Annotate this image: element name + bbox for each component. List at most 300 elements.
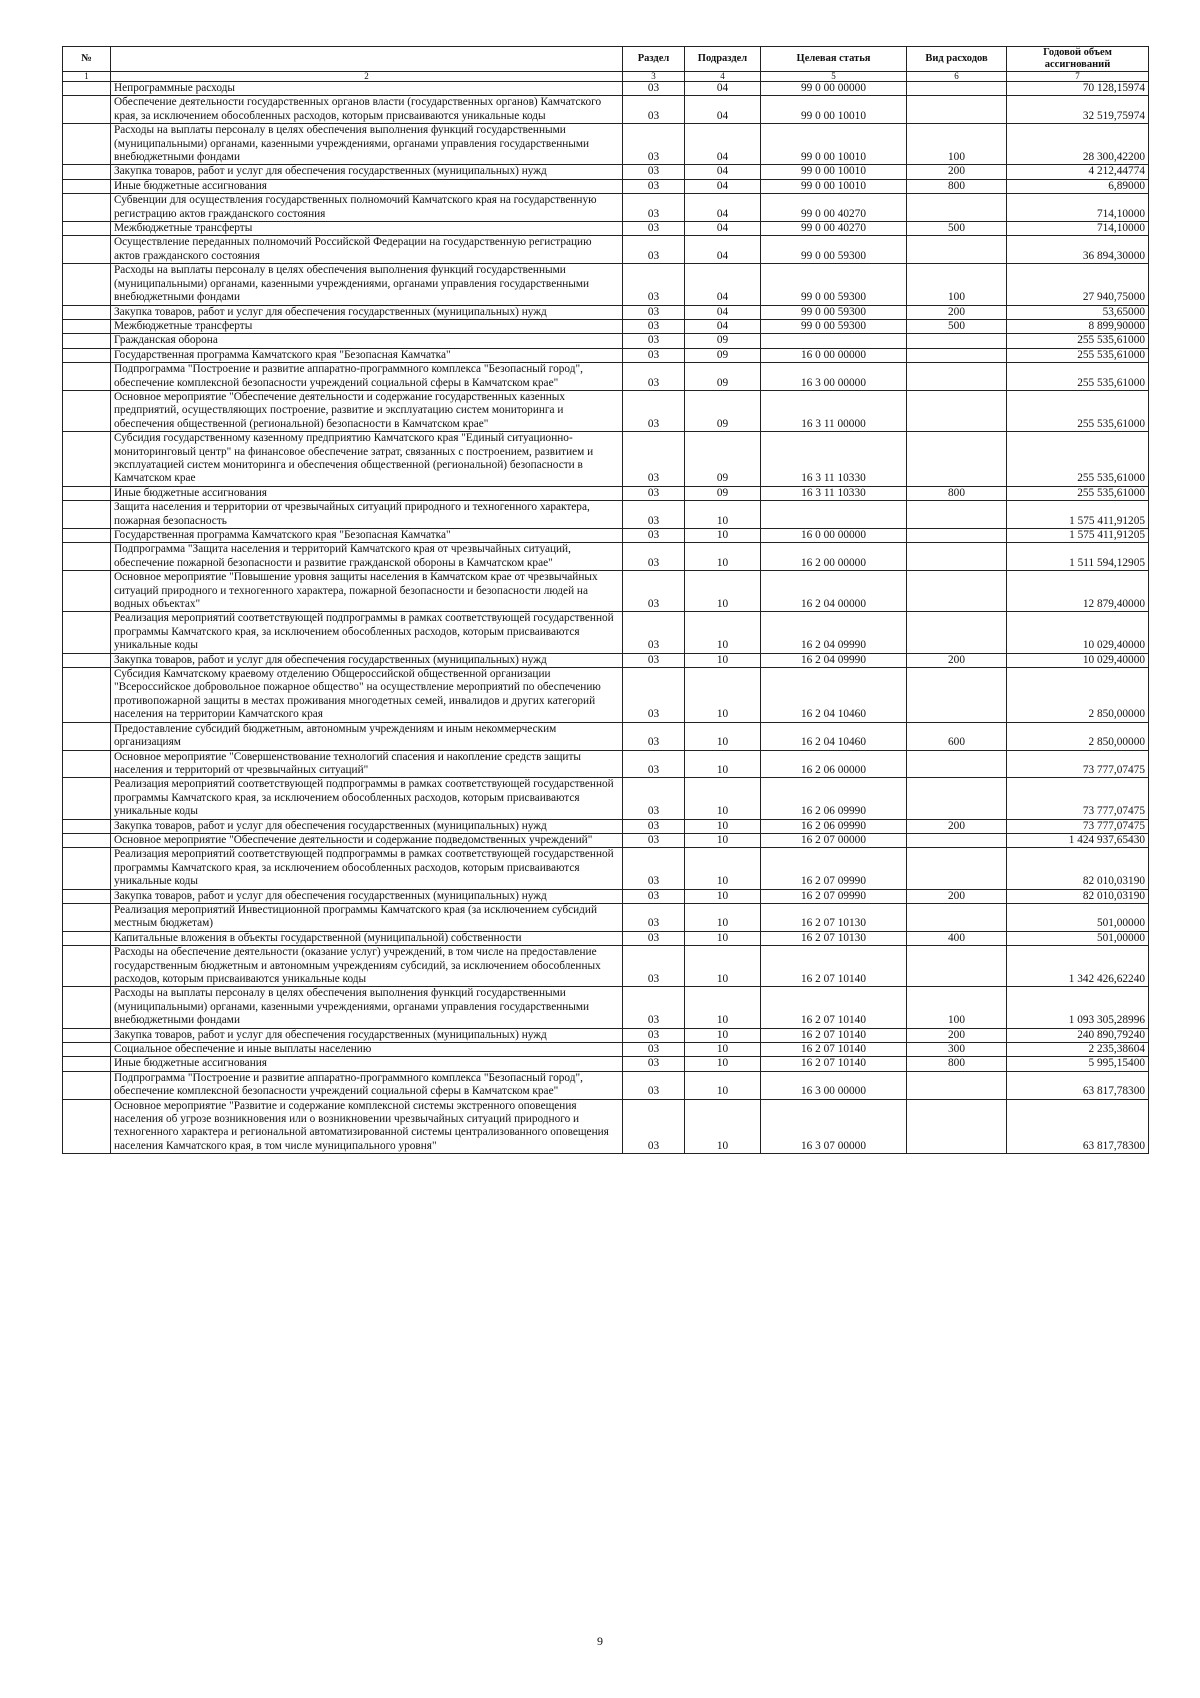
row-number-cell [63,931,111,945]
razdel-cell: 03 [623,833,685,847]
razdel-cell: 03 [623,1043,685,1057]
expense-type-cell: 200 [907,165,1007,179]
table-row [63,833,1149,847]
expense-name-cell: Расходы на выплаты персоналу в целях обеспечения выполнения функций государственными (муниципальными) органами, казенными учреждениями, органами управления государственными внебюджетными фондами [111,987,623,1028]
column-number: 2 [111,72,623,82]
target-article-cell: 16 2 07 10140 [761,1043,907,1057]
expense-name-cell: Государственная программа Камчатского края "Безопасная Камчатка" [111,529,623,543]
table-row [63,305,1149,319]
expense-name-cell: Иные бюджетные ассигнования [111,1057,623,1071]
row-number-cell [63,848,111,889]
target-article-cell [761,334,907,348]
podrazdel-cell: 04 [685,264,761,305]
razdel-cell: 03 [623,571,685,612]
annual-volume-cell: 82 010,03190 [1007,848,1149,889]
table-row [63,390,1149,431]
table-row [63,319,1149,333]
podrazdel-cell: 10 [685,501,761,529]
row-number-cell [63,612,111,653]
row-number-cell [63,987,111,1028]
razdel-cell: 03 [623,486,685,500]
podrazdel-cell: 10 [685,612,761,653]
row-number-cell [63,1028,111,1042]
expense-type-cell: 500 [907,319,1007,333]
expense-type-cell: 200 [907,305,1007,319]
podrazdel-cell: 10 [685,1099,761,1154]
annual-volume-cell: 10 029,40000 [1007,612,1149,653]
row-number-cell [63,571,111,612]
target-article-cell: 99 0 00 10010 [761,124,907,165]
table-row [63,543,1149,571]
expense-name-cell: Реализация мероприятий соответствующей подпрограммы в рамках соответствующей государственной программы Камчатского края, за исключением обособленных расходов, которым присваиваются уникальные коды [111,612,623,653]
annual-volume-cell: 73 777,07475 [1007,778,1149,819]
column-number: 4 [685,72,761,82]
row-number-cell [63,348,111,362]
row-number-cell [63,653,111,667]
annual-volume-cell: 5 995,15400 [1007,1057,1149,1071]
row-number-cell [63,194,111,222]
razdel-cell: 03 [623,946,685,987]
podrazdel-cell: 10 [685,946,761,987]
expense-type-cell: 200 [907,889,1007,903]
target-article-cell: 16 0 00 00000 [761,529,907,543]
podrazdel-cell: 04 [685,194,761,222]
razdel-cell: 03 [623,778,685,819]
target-article-cell: 99 0 00 40270 [761,222,907,236]
expense-name-cell: Реализация мероприятий Инвестиционной программы Камчатского края (за исключением субсидий местным бюджетам) [111,903,623,931]
podrazdel-cell: 10 [685,987,761,1028]
table-row [63,778,1149,819]
table-row [63,236,1149,264]
row-number-cell [63,668,111,723]
table-row [63,501,1149,529]
target-article-cell: 16 2 07 10140 [761,1057,907,1071]
expense-name-cell: Межбюджетные трансферты [111,319,623,333]
annual-volume-cell: 63 817,78300 [1007,1071,1149,1099]
table-row [63,1057,1149,1071]
table-row [63,946,1149,987]
podrazdel-cell: 09 [685,363,761,391]
expense-type-cell [907,1071,1007,1099]
annual-volume-cell: 36 894,30000 [1007,236,1149,264]
table-row [63,819,1149,833]
expense-name-cell: Осуществление переданных полномочий Российской Федерации на государственную регистрацию актов гражданского состояния [111,236,623,264]
row-number-cell [63,750,111,778]
annual-volume-cell: 2 235,38604 [1007,1043,1149,1057]
table-row [63,334,1149,348]
annual-volume-cell: 2 850,00000 [1007,668,1149,723]
target-article-cell: 99 0 00 10010 [761,165,907,179]
expense-name-cell: Подпрограмма "Построение и развитие аппаратно-программного комплекса "Безопасный город", обеспечение комплексной безопасности учреждений социальной сферы в Камчатском крае" [111,363,623,391]
expense-type-cell [907,390,1007,431]
podrazdel-cell: 10 [685,848,761,889]
table-row [63,96,1149,124]
table-row [63,264,1149,305]
target-article-cell: 16 2 04 00000 [761,571,907,612]
row-number-cell [63,236,111,264]
row-number-cell [63,264,111,305]
expense-type-cell: 200 [907,653,1007,667]
target-article-cell: 99 0 00 59300 [761,305,907,319]
target-article-cell: 16 2 00 00000 [761,543,907,571]
expense-type-cell [907,236,1007,264]
expense-name-cell: Межбюджетные трансферты [111,222,623,236]
target-article-cell: 16 2 07 09990 [761,848,907,889]
target-article-cell: 16 2 04 09990 [761,653,907,667]
table-row [63,903,1149,931]
razdel-cell: 03 [623,722,685,750]
table-row [63,363,1149,391]
annual-volume-cell: 73 777,07475 [1007,750,1149,778]
row-number-cell [63,222,111,236]
expense-type-cell: 200 [907,819,1007,833]
podrazdel-cell: 10 [685,722,761,750]
target-article-cell: 16 2 06 09990 [761,819,907,833]
annual-volume-cell: 4 212,44774 [1007,165,1149,179]
header-expense-type: Вид расходов [907,47,1007,72]
expense-name-cell: Закупка товаров, работ и услуг для обеспечения государственных (муниципальных) нужд [111,653,623,667]
expense-type-cell [907,668,1007,723]
expense-type-cell: 600 [907,722,1007,750]
razdel-cell: 03 [623,501,685,529]
razdel-cell: 03 [623,264,685,305]
podrazdel-cell: 10 [685,931,761,945]
target-article-cell: 99 0 00 59300 [761,264,907,305]
razdel-cell: 03 [623,432,685,487]
target-article-cell: 16 3 11 10330 [761,486,907,500]
row-number-cell [63,363,111,391]
header-no: № [63,47,111,72]
podrazdel-cell: 10 [685,529,761,543]
column-number-row [63,72,1149,82]
podrazdel-cell: 04 [685,179,761,193]
podrazdel-cell: 10 [685,903,761,931]
annual-volume-cell: 28 300,42200 [1007,124,1149,165]
annual-volume-cell: 240 890,79240 [1007,1028,1149,1042]
expense-name-cell: Субсидия Камчатскому краевому отделению Общероссийской общественной организации "Всероссийское добровольное пожарное общество" на осуществление мероприятий по обеспечению противопожарной защиты в местах проживания многодетных семей, инвалидов и других категорий населения на территории Камчатского края [111,668,623,723]
annual-volume-cell: 501,00000 [1007,931,1149,945]
expense-type-cell [907,82,1007,96]
target-article-cell: 16 2 07 00000 [761,833,907,847]
annual-volume-cell: 714,10000 [1007,222,1149,236]
podrazdel-cell: 09 [685,432,761,487]
table-row [63,848,1149,889]
target-article-cell: 16 3 00 00000 [761,363,907,391]
table-row [63,1028,1149,1042]
podrazdel-cell: 10 [685,778,761,819]
row-number-cell [63,946,111,987]
target-article-cell: 99 0 00 40270 [761,194,907,222]
table-row [63,653,1149,667]
target-article-cell [761,501,907,529]
expense-name-cell: Основное мероприятие "Повышение уровня защиты населения в Камчатском крае от чрезвычайных ситуаций природного и техногенного характера, пожарной безопасности и безопасности людей на водных объектах" [111,571,623,612]
razdel-cell: 03 [623,194,685,222]
table-row [63,124,1149,165]
target-article-cell: 16 2 06 09990 [761,778,907,819]
expense-type-cell [907,543,1007,571]
razdel-cell: 03 [623,348,685,362]
annual-volume-cell: 1 511 594,12905 [1007,543,1149,571]
podrazdel-cell: 04 [685,165,761,179]
razdel-cell: 03 [623,390,685,431]
expense-name-cell: Предоставление субсидий бюджетным, автономным учреждениям и иным некоммерческим организациям [111,722,623,750]
column-number: 7 [1007,72,1149,82]
annual-volume-cell: 27 940,75000 [1007,264,1149,305]
target-article-cell: 16 2 04 10460 [761,722,907,750]
expense-type-cell [907,778,1007,819]
razdel-cell: 03 [623,668,685,723]
razdel-cell: 03 [623,236,685,264]
annual-volume-cell: 2 850,00000 [1007,722,1149,750]
table-row [63,432,1149,487]
expense-type-cell [907,903,1007,931]
expense-name-cell: Подпрограмма "Построение и развитие аппаратно-программного комплекса "Безопасный город", обеспечение комплексной безопасности учреждений социальной сферы в Камчатском крае" [111,1071,623,1099]
column-number: 3 [623,72,685,82]
annual-volume-cell: 1 575 411,91205 [1007,501,1149,529]
annual-volume-cell: 714,10000 [1007,194,1149,222]
podrazdel-cell: 10 [685,543,761,571]
expense-type-cell [907,334,1007,348]
annual-volume-cell: 6,89000 [1007,179,1149,193]
annual-volume-cell: 82 010,03190 [1007,889,1149,903]
expense-name-cell: Непрограммные расходы [111,82,623,96]
expense-type-cell: 100 [907,987,1007,1028]
razdel-cell: 03 [623,179,685,193]
expense-name-cell: Реализация мероприятий соответствующей подпрограммы в рамках соответствующей государственной программы Камчатского края, за исключением обособленных расходов, которым присваиваются уникальные коды [111,848,623,889]
table-row [63,750,1149,778]
podrazdel-cell: 10 [685,1043,761,1057]
table-row [63,668,1149,723]
annual-volume-cell: 255 535,61000 [1007,348,1149,362]
table-row [63,222,1149,236]
table-row [63,165,1149,179]
row-number-cell [63,165,111,179]
expense-type-cell: 100 [907,264,1007,305]
podrazdel-cell: 04 [685,236,761,264]
target-article-cell: 16 3 11 10330 [761,432,907,487]
podrazdel-cell: 10 [685,1057,761,1071]
expense-name-cell: Основное мероприятие "Обеспечение деятельности и содержание подведомственных учреждений" [111,833,623,847]
table-header-row [63,47,1149,72]
razdel-cell: 03 [623,124,685,165]
target-article-cell: 16 2 06 00000 [761,750,907,778]
podrazdel-cell: 04 [685,82,761,96]
table-row [63,194,1149,222]
row-number-cell [63,96,111,124]
expense-name-cell: Подпрограмма "Защита населения и территорий Камчатского края от чрезвычайных ситуаций, обеспечение пожарной безопасности и развитие гражданской обороны в Камчатском крае" [111,543,623,571]
razdel-cell: 03 [623,96,685,124]
expense-type-cell [907,946,1007,987]
annual-volume-cell: 10 029,40000 [1007,653,1149,667]
expense-type-cell [907,848,1007,889]
expense-name-cell: Расходы на выплаты персоналу в целях обеспечения выполнения функций государственными (муниципальными) органами, казенными учреждениями, органами управления государственными внебюджетными фондами [111,264,623,305]
target-article-cell: 16 2 07 09990 [761,889,907,903]
row-number-cell [63,334,111,348]
razdel-cell: 03 [623,529,685,543]
expense-type-cell [907,363,1007,391]
row-number-cell [63,903,111,931]
razdel-cell: 03 [623,1071,685,1099]
row-number-cell [63,486,111,500]
annual-volume-cell: 8 899,90000 [1007,319,1149,333]
row-number-cell [63,305,111,319]
annual-volume-cell: 255 535,61000 [1007,390,1149,431]
expense-type-cell: 300 [907,1043,1007,1057]
table-row [63,722,1149,750]
table-body [63,82,1149,1154]
expense-name-cell: Закупка товаров, работ и услуг для обеспечения государственных (муниципальных) нужд [111,819,623,833]
razdel-cell: 03 [623,612,685,653]
table-row [63,348,1149,362]
expense-type-cell [907,750,1007,778]
expense-name-cell: Защита населения и территории от чрезвычайных ситуаций природного и техногенного характера, пожарная безопасность [111,501,623,529]
annual-volume-cell: 1 575 411,91205 [1007,529,1149,543]
row-number-cell [63,819,111,833]
podrazdel-cell: 10 [685,668,761,723]
podrazdel-cell: 10 [685,750,761,778]
target-article-cell: 16 3 11 00000 [761,390,907,431]
row-number-cell [63,82,111,96]
row-number-cell [63,1043,111,1057]
budget-table [62,46,1149,1154]
expense-name-cell: Расходы на обеспечение деятельности (оказание услуг) учреждений, в том числе на предоставление государственным бюджетным и автономным учреждениям субсидий, за исключением обособленных расходов, которым присваиваются уникальные коды [111,946,623,987]
razdel-cell: 03 [623,848,685,889]
annual-volume-cell: 255 535,61000 [1007,363,1149,391]
table-row [63,1043,1149,1057]
target-article-cell: 99 0 00 10010 [761,96,907,124]
podrazdel-cell: 04 [685,124,761,165]
row-number-cell [63,1057,111,1071]
expense-type-cell [907,96,1007,124]
row-number-cell [63,543,111,571]
row-number-cell [63,529,111,543]
podrazdel-cell: 04 [685,222,761,236]
podrazdel-cell: 10 [685,889,761,903]
razdel-cell: 03 [623,319,685,333]
table-row [63,889,1149,903]
podrazdel-cell: 09 [685,348,761,362]
table-row [63,179,1149,193]
target-article-cell: 99 0 00 10010 [761,179,907,193]
target-article-cell: 16 2 07 10140 [761,987,907,1028]
razdel-cell: 03 [623,819,685,833]
expense-type-cell: 800 [907,179,1007,193]
row-number-cell [63,889,111,903]
annual-volume-cell: 12 879,40000 [1007,571,1149,612]
razdel-cell: 03 [623,903,685,931]
table-row [63,931,1149,945]
expense-name-cell: Обеспечение деятельности государственных органов власти (государственных органов) Камчатского края, за исключением обособленных расходов, которым присваиваются уникальные коды [111,96,623,124]
annual-volume-cell: 1 424 937,65430 [1007,833,1149,847]
expense-type-cell [907,1099,1007,1154]
target-article-cell: 16 0 00 00000 [761,348,907,362]
expense-name-cell: Закупка товаров, работ и услуг для обеспечения государственных (муниципальных) нужд [111,1028,623,1042]
razdel-cell: 03 [623,1057,685,1071]
expense-name-cell: Закупка товаров, работ и услуг для обеспечения государственных (муниципальных) нужд [111,165,623,179]
expense-type-cell: 200 [907,1028,1007,1042]
podrazdel-cell: 10 [685,571,761,612]
target-article-cell: 16 3 07 00000 [761,1099,907,1154]
annual-volume-cell: 73 777,07475 [1007,819,1149,833]
table-row [63,82,1149,96]
expense-type-cell [907,501,1007,529]
expense-name-cell: Реализация мероприятий соответствующей подпрограммы в рамках соответствующей государственной программы Камчатского края, за исключением обособленных расходов, которым присваиваются уникальные коды [111,778,623,819]
header-annual-volume: Годовой объем ассигнований [1007,47,1149,72]
target-article-cell: 16 2 04 10460 [761,668,907,723]
table-row [63,529,1149,543]
annual-volume-cell: 63 817,78300 [1007,1099,1149,1154]
budget-table-sheet [62,46,1148,1154]
annual-volume-cell: 1 093 305,28996 [1007,987,1149,1028]
expense-type-cell: 800 [907,486,1007,500]
row-number-cell [63,501,111,529]
podrazdel-cell: 04 [685,96,761,124]
podrazdel-cell: 04 [685,319,761,333]
target-article-cell: 16 3 00 00000 [761,1071,907,1099]
row-number-cell [63,390,111,431]
annual-volume-cell: 53,65000 [1007,305,1149,319]
expense-type-cell [907,571,1007,612]
razdel-cell: 03 [623,165,685,179]
row-number-cell [63,1071,111,1099]
razdel-cell: 03 [623,334,685,348]
annual-volume-cell: 255 535,61000 [1007,432,1149,487]
target-article-cell: 16 2 07 10140 [761,1028,907,1042]
row-number-cell [63,1099,111,1154]
expense-name-cell: Гражданская оборона [111,334,623,348]
annual-volume-cell: 32 519,75974 [1007,96,1149,124]
row-number-cell [63,179,111,193]
podrazdel-cell: 09 [685,334,761,348]
target-article-cell: 99 0 00 00000 [761,82,907,96]
page-number: 9 [597,1634,603,1648]
razdel-cell: 03 [623,987,685,1028]
expense-type-cell [907,833,1007,847]
expense-name-cell: Иные бюджетные ассигнования [111,486,623,500]
expense-type-cell [907,348,1007,362]
podrazdel-cell: 10 [685,1028,761,1042]
podrazdel-cell: 10 [685,653,761,667]
header-razdel: Раздел [623,47,685,72]
column-number: 6 [907,72,1007,82]
podrazdel-cell: 10 [685,819,761,833]
expense-type-cell [907,432,1007,487]
expense-type-cell: 100 [907,124,1007,165]
expense-type-cell: 500 [907,222,1007,236]
row-number-cell [63,124,111,165]
table-row [63,1099,1149,1154]
razdel-cell: 03 [623,82,685,96]
column-number: 1 [63,72,111,82]
target-article-cell: 99 0 00 59300 [761,319,907,333]
razdel-cell: 03 [623,1099,685,1154]
column-number: 5 [761,72,907,82]
podrazdel-cell: 09 [685,390,761,431]
target-article-cell: 99 0 00 59300 [761,236,907,264]
podrazdel-cell: 09 [685,486,761,500]
header-name [111,47,623,72]
expense-type-cell [907,612,1007,653]
expense-name-cell: Основное мероприятие "Развитие и содержание комплексной системы экстренного оповещения населения об угрозе возникновения или о возникновении чрезвычайных ситуаций природного и техногенного характера и региональной автоматизированной системы централизованного оповещения населения Камчатского края, в том числе муниципального уровня" [111,1099,623,1154]
table-row [63,612,1149,653]
razdel-cell: 03 [623,750,685,778]
table-row [63,486,1149,500]
target-article-cell: 16 2 04 09990 [761,612,907,653]
row-number-cell [63,778,111,819]
razdel-cell: 03 [623,653,685,667]
target-article-cell: 16 2 07 10130 [761,903,907,931]
podrazdel-cell: 04 [685,305,761,319]
